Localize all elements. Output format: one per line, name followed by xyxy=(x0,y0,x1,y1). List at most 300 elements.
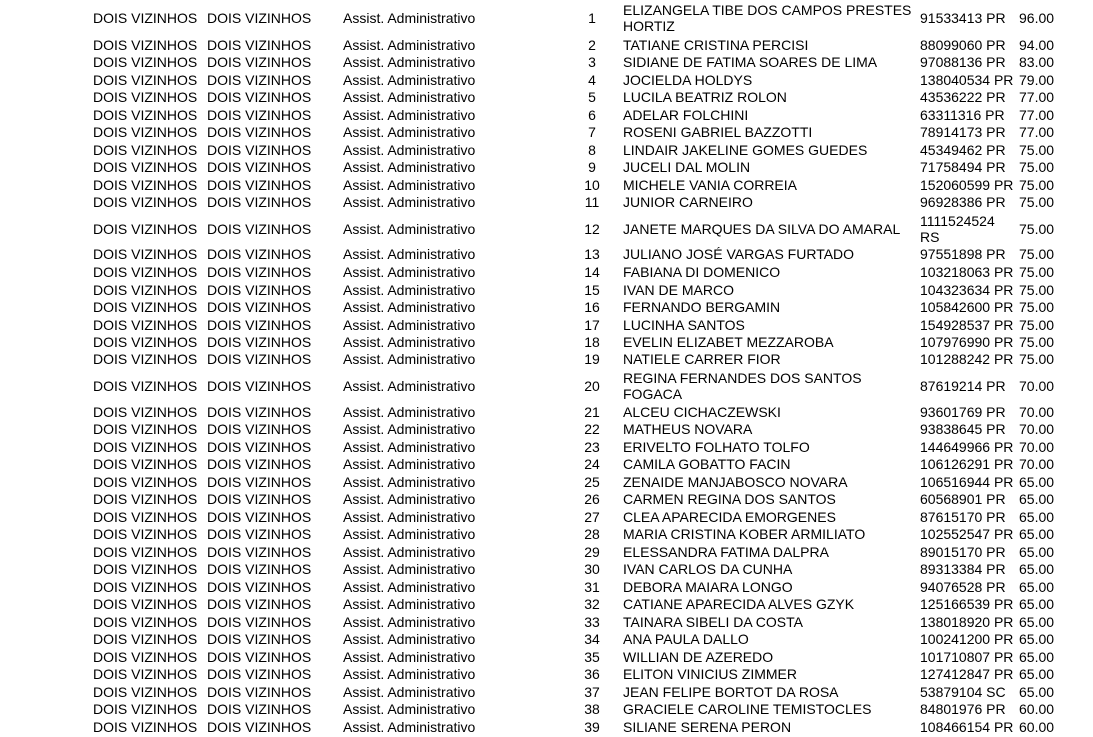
rank-cell: 25 xyxy=(584,474,600,490)
score-cell: 70.00 xyxy=(1019,456,1055,472)
candidate-name-cell: SIDIANE DE FATIMA SOARES DE LIMA xyxy=(623,54,878,70)
candidate-name-cell: ADELAR FOLCHINI xyxy=(623,107,749,123)
candidate-name-cell: ROSENI GABRIEL BAZZOTTI xyxy=(623,124,813,140)
city-cell: DOIS VIZINHOS xyxy=(93,596,198,612)
score-cell: 75.00 xyxy=(1019,351,1055,367)
document-line: RS xyxy=(920,229,940,245)
document-cell: 97551898 PR xyxy=(920,246,1006,262)
candidate-name-line: ELIZANGELA TIBE DOS CAMPOS PRESTES xyxy=(623,2,912,18)
table-row xyxy=(0,544,1093,560)
job-title-cell: Assist. Administrativo xyxy=(343,719,476,735)
rank-cell: 30 xyxy=(584,561,600,577)
city-cell: DOIS VIZINHOS xyxy=(93,666,198,682)
city-cell-secondary: DOIS VIZINHOS xyxy=(207,72,312,88)
candidate-name-cell: ERIVELTO FOLHATO TOLFO xyxy=(623,439,810,455)
candidate-name-cell: JULIANO JOSÉ VARGAS FURTADO xyxy=(623,246,855,262)
table-row xyxy=(0,54,1093,70)
rank-cell: 37 xyxy=(584,684,600,700)
rank-cell: 24 xyxy=(584,456,600,472)
city-cell-secondary: DOIS VIZINHOS xyxy=(207,544,312,560)
city-cell-secondary: DOIS VIZINHOS xyxy=(207,299,312,315)
rank-cell: 13 xyxy=(584,246,600,262)
score-cell: 70.00 xyxy=(1019,439,1055,455)
candidate-name-cell: GRACIELE CAROLINE TEMISTOCLES xyxy=(623,701,872,717)
rank-cell: 15 xyxy=(584,282,600,298)
city-cell-secondary: DOIS VIZINHOS xyxy=(207,509,312,525)
table-row xyxy=(0,649,1093,665)
table-row xyxy=(0,142,1093,158)
job-title-cell: Assist. Administrativo xyxy=(343,491,476,507)
document-cell: 78914173 PR xyxy=(920,124,1006,140)
document-cell: 154928537 PR xyxy=(920,317,1014,333)
job-title-cell: Assist. Administrativo xyxy=(343,561,476,577)
city-cell-secondary: DOIS VIZINHOS xyxy=(207,649,312,665)
table-row xyxy=(0,370,1093,402)
city-cell: DOIS VIZINHOS xyxy=(93,631,198,647)
job-title-cell: Assist. Administrativo xyxy=(343,509,476,525)
job-title-cell: Assist. Administrativo xyxy=(343,264,476,280)
rank-cell: 33 xyxy=(584,614,600,630)
rank-cell: 29 xyxy=(584,544,600,560)
rank-cell: 26 xyxy=(584,491,600,507)
rank-cell: 10 xyxy=(584,177,600,193)
candidate-name-cell: NATIELE CARRER FIOR xyxy=(623,351,781,367)
table-row xyxy=(0,526,1093,542)
document-cell: 53879104 SC xyxy=(920,684,1006,700)
city-cell-secondary: DOIS VIZINHOS xyxy=(207,596,312,612)
city-cell-secondary: DOIS VIZINHOS xyxy=(207,614,312,630)
score-cell: 79.00 xyxy=(1019,72,1055,88)
candidate-name-cell: LUCINHA SANTOS xyxy=(623,317,745,333)
city-cell-secondary: DOIS VIZINHOS xyxy=(207,177,312,193)
job-title-cell: Assist. Administrativo xyxy=(343,596,476,612)
document-cell: 88099060 PR xyxy=(920,37,1006,53)
city-cell-secondary: DOIS VIZINHOS xyxy=(207,159,312,175)
job-title-cell: Assist. Administrativo xyxy=(343,474,476,490)
document-cell: 100241200 PR xyxy=(920,631,1014,647)
score-cell: 60.00 xyxy=(1019,719,1055,735)
table-row xyxy=(0,72,1093,88)
document-line: 1111524524 xyxy=(920,213,995,229)
score-cell: 65.00 xyxy=(1019,649,1055,665)
document-cell: 101288242 PR xyxy=(920,351,1014,367)
document-cell: 84801976 PR xyxy=(920,701,1006,717)
document-cell: 96928386 PR xyxy=(920,194,1006,210)
rank-cell: 2 xyxy=(588,37,596,53)
document-cell: 144649966 PR xyxy=(920,439,1014,455)
job-title-cell: Assist. Administrativo xyxy=(343,526,476,542)
job-title-cell: Assist. Administrativo xyxy=(343,124,476,140)
rank-cell: 36 xyxy=(584,666,600,682)
job-title-cell: Assist. Administrativo xyxy=(343,159,476,175)
table-row xyxy=(0,596,1093,612)
rank-cell: 16 xyxy=(584,299,600,315)
rank-cell: 35 xyxy=(584,649,600,665)
table-row xyxy=(0,719,1093,735)
city-cell-secondary: DOIS VIZINHOS xyxy=(207,474,312,490)
city-cell-secondary: DOIS VIZINHOS xyxy=(207,37,312,53)
table-row xyxy=(0,37,1093,53)
document-cell: 91533413 PR xyxy=(920,10,1006,26)
candidate-name-cell: MATHEUS NOVARA xyxy=(623,421,753,437)
score-cell: 75.00 xyxy=(1019,282,1055,298)
job-title-cell: Assist. Administrativo xyxy=(343,142,476,158)
rank-cell: 23 xyxy=(584,439,600,455)
score-cell: 75.00 xyxy=(1019,159,1055,175)
city-cell-secondary: DOIS VIZINHOS xyxy=(207,264,312,280)
city-cell: DOIS VIZINHOS xyxy=(93,719,198,735)
candidate-name-line: REGINA FERNANDES DOS SANTOS xyxy=(623,370,862,386)
city-cell-secondary: DOIS VIZINHOS xyxy=(207,666,312,682)
city-cell: DOIS VIZINHOS xyxy=(93,177,198,193)
city-cell: DOIS VIZINHOS xyxy=(93,54,198,70)
city-cell-secondary: DOIS VIZINHOS xyxy=(207,561,312,577)
city-cell: DOIS VIZINHOS xyxy=(93,246,198,262)
rank-cell: 17 xyxy=(584,317,600,333)
city-cell: DOIS VIZINHOS xyxy=(93,282,198,298)
score-cell: 65.00 xyxy=(1019,666,1055,682)
city-cell: DOIS VIZINHOS xyxy=(93,264,198,280)
document-cell: 93838645 PR xyxy=(920,421,1006,437)
table-row xyxy=(0,159,1093,175)
job-title-cell: Assist. Administrativo xyxy=(343,177,476,193)
candidate-name-cell: DEBORA MAIARA LONGO xyxy=(623,579,793,595)
score-cell: 77.00 xyxy=(1019,107,1055,123)
table-row xyxy=(0,509,1093,525)
score-cell: 75.00 xyxy=(1019,317,1055,333)
rank-cell: 8 xyxy=(588,142,596,158)
candidate-name-cell: CLEA APARECIDA EMORGENES xyxy=(623,509,836,525)
city-cell-secondary: DOIS VIZINHOS xyxy=(207,456,312,472)
document-cell: 107976990 PR xyxy=(920,334,1014,350)
city-cell: DOIS VIZINHOS xyxy=(93,334,198,350)
score-cell: 70.00 xyxy=(1019,378,1055,394)
table-row xyxy=(0,439,1093,455)
rank-cell: 31 xyxy=(584,579,600,595)
job-title-cell: Assist. Administrativo xyxy=(343,701,476,717)
city-cell: DOIS VIZINHOS xyxy=(93,194,198,210)
city-cell: DOIS VIZINHOS xyxy=(93,509,198,525)
candidate-name-cell: IVAN DE MARCO xyxy=(623,282,734,298)
job-title-cell: Assist. Administrativo xyxy=(343,299,476,315)
score-cell: 77.00 xyxy=(1019,124,1055,140)
document-cell: 152060599 PR xyxy=(920,177,1014,193)
candidate-name-line: HORTIZ xyxy=(623,18,675,34)
table-row xyxy=(0,404,1093,420)
score-cell: 70.00 xyxy=(1019,421,1055,437)
city-cell: DOIS VIZINHOS xyxy=(93,107,198,123)
score-cell: 65.00 xyxy=(1019,491,1055,507)
score-cell: 83.00 xyxy=(1019,54,1055,70)
candidate-name-line: FOGACA xyxy=(623,386,683,402)
job-title-cell: Assist. Administrativo xyxy=(343,334,476,350)
job-title-cell: Assist. Administrativo xyxy=(343,54,476,70)
rank-cell: 11 xyxy=(584,194,600,210)
city-cell: DOIS VIZINHOS xyxy=(93,351,198,367)
city-cell-secondary: DOIS VIZINHOS xyxy=(207,107,312,123)
document-cell: 103218063 PR xyxy=(920,264,1014,280)
candidate-name-cell: MARIA CRISTINA KOBER ARMILIATO xyxy=(623,526,866,542)
score-cell: 75.00 xyxy=(1019,177,1055,193)
rank-cell: 39 xyxy=(584,719,600,735)
score-cell: 65.00 xyxy=(1019,614,1055,630)
table-row xyxy=(0,213,1093,245)
document-cell: 104323634 PR xyxy=(920,282,1014,298)
candidate-name-cell: ALCEU CICHACZEWSKI xyxy=(623,404,781,420)
city-cell: DOIS VIZINHOS xyxy=(93,474,198,490)
table-row xyxy=(0,2,1093,34)
city-cell: DOIS VIZINHOS xyxy=(93,404,198,420)
city-cell-secondary: DOIS VIZINHOS xyxy=(207,378,312,394)
job-title-cell: Assist. Administrativo xyxy=(343,10,476,26)
score-cell: 65.00 xyxy=(1019,684,1055,700)
document-cell: 127412847 PR xyxy=(920,666,1014,682)
candidate-name-cell: CAMILA GOBATTO FACIN xyxy=(623,456,791,472)
job-title-cell: Assist. Administrativo xyxy=(343,37,476,53)
city-cell: DOIS VIZINHOS xyxy=(93,421,198,437)
job-title-cell: Assist. Administrativo xyxy=(343,544,476,560)
candidate-name-cell: ELESSANDRA FATIMA DALPRA xyxy=(623,544,829,560)
job-title-cell: Assist. Administrativo xyxy=(343,72,476,88)
city-cell: DOIS VIZINHOS xyxy=(93,142,198,158)
candidate-name-cell: LUCILA BEATRIZ ROLON xyxy=(623,89,787,105)
rank-cell: 1 xyxy=(588,10,596,26)
city-cell-secondary: DOIS VIZINHOS xyxy=(207,631,312,647)
document-cell: 138040534 PR xyxy=(920,72,1014,88)
score-cell: 75.00 xyxy=(1019,246,1055,262)
table-row xyxy=(0,351,1093,367)
rank-cell: 12 xyxy=(584,221,600,237)
city-cell-secondary: DOIS VIZINHOS xyxy=(207,89,312,105)
rank-cell: 5 xyxy=(588,89,596,105)
candidate-name-cell: ZENAIDE MANJABOSCO NOVARA xyxy=(623,474,848,490)
rank-cell: 19 xyxy=(584,351,600,367)
rank-cell: 38 xyxy=(584,701,600,717)
candidate-name-cell: JOCIELDA HOLDYS xyxy=(623,72,753,88)
candidate-name-cell: SILIANE SERENA PERON xyxy=(623,719,792,735)
document-cell: 102552547 PR xyxy=(920,526,1014,542)
candidate-name-cell: IVAN CARLOS DA CUNHA xyxy=(623,561,793,577)
rank-cell: 20 xyxy=(584,378,600,394)
city-cell: DOIS VIZINHOS xyxy=(93,317,198,333)
city-cell-secondary: DOIS VIZINHOS xyxy=(207,334,312,350)
candidate-name-cell: FABIANA DI DOMENICO xyxy=(623,264,781,280)
job-title-cell: Assist. Administrativo xyxy=(343,317,476,333)
rank-cell: 18 xyxy=(584,334,600,350)
table-row xyxy=(0,317,1093,333)
document-cell: 89313384 PR xyxy=(920,561,1006,577)
candidate-name-cell: TATIANE CRISTINA PERCISI xyxy=(623,37,809,53)
job-title-cell: Assist. Administrativo xyxy=(343,378,476,394)
city-cell-secondary: DOIS VIZINHOS xyxy=(207,246,312,262)
candidate-name-cell: ELITON VINICIUS ZIMMER xyxy=(623,666,797,682)
table-row xyxy=(0,89,1093,105)
score-cell: 65.00 xyxy=(1019,544,1055,560)
city-cell-secondary: DOIS VIZINHOS xyxy=(207,579,312,595)
document-cell xyxy=(920,213,995,245)
city-cell: DOIS VIZINHOS xyxy=(93,701,198,717)
document-cell: 60568901 PR xyxy=(920,491,1006,507)
score-cell: 65.00 xyxy=(1019,474,1055,490)
rank-cell: 14 xyxy=(584,264,600,280)
document-cell: 101710807 PR xyxy=(920,649,1014,665)
table-row xyxy=(0,561,1093,577)
city-cell: DOIS VIZINHOS xyxy=(93,649,198,665)
candidate-name-cell xyxy=(623,370,918,402)
city-cell-secondary: DOIS VIZINHOS xyxy=(207,526,312,542)
document-cell: 106516944 PR xyxy=(920,474,1014,490)
score-cell: 96.00 xyxy=(1019,10,1055,26)
city-cell-secondary: DOIS VIZINHOS xyxy=(207,439,312,455)
rank-cell: 22 xyxy=(584,421,600,437)
job-title-cell: Assist. Administrativo xyxy=(343,666,476,682)
table-row xyxy=(0,177,1093,193)
document-cell: 106126291 PR xyxy=(920,456,1014,472)
job-title-cell: Assist. Administrativo xyxy=(343,456,476,472)
candidate-name-cell: FERNANDO BERGAMIN xyxy=(623,299,781,315)
table-row xyxy=(0,124,1093,140)
document-cell: 63311316 PR xyxy=(920,107,1005,123)
document-cell: 89015170 PR xyxy=(920,544,1006,560)
document-cell: 105842600 PR xyxy=(920,299,1014,315)
table-row xyxy=(0,684,1093,700)
city-cell: DOIS VIZINHOS xyxy=(93,89,198,105)
table-row xyxy=(0,334,1093,350)
table-row xyxy=(0,614,1093,630)
document-cell: 97088136 PR xyxy=(920,54,1006,70)
job-title-cell: Assist. Administrativo xyxy=(343,246,476,262)
score-cell: 94.00 xyxy=(1019,37,1055,53)
job-title-cell: Assist. Administrativo xyxy=(343,421,476,437)
city-cell-secondary: DOIS VIZINHOS xyxy=(207,54,312,70)
job-title-cell: Assist. Administrativo xyxy=(343,614,476,630)
job-title-cell: Assist. Administrativo xyxy=(343,351,476,367)
city-cell: DOIS VIZINHOS xyxy=(93,299,198,315)
table-row xyxy=(0,299,1093,315)
candidate-name-cell: JEAN FELIPE BORTOT DA ROSA xyxy=(623,684,839,700)
table-row xyxy=(0,107,1093,123)
city-cell-secondary: DOIS VIZINHOS xyxy=(207,719,312,735)
city-cell-secondary: DOIS VIZINHOS xyxy=(207,684,312,700)
score-cell: 65.00 xyxy=(1019,579,1055,595)
score-cell: 65.00 xyxy=(1019,631,1055,647)
candidate-name-cell: WILLIAN DE AZEREDO xyxy=(623,649,774,665)
city-cell-secondary: DOIS VIZINHOS xyxy=(207,282,312,298)
score-cell: 75.00 xyxy=(1019,264,1055,280)
city-cell: DOIS VIZINHOS xyxy=(93,10,198,26)
city-cell: DOIS VIZINHOS xyxy=(93,72,198,88)
document-cell: 138018920 PR xyxy=(920,614,1014,630)
job-title-cell: Assist. Administrativo xyxy=(343,107,476,123)
table-row xyxy=(0,631,1093,647)
rank-cell: 28 xyxy=(584,526,600,542)
candidate-name-cell: JUCELI DAL MOLIN xyxy=(623,159,751,175)
city-cell: DOIS VIZINHOS xyxy=(93,684,198,700)
score-cell: 65.00 xyxy=(1019,509,1055,525)
table-row xyxy=(0,666,1093,682)
job-title-cell: Assist. Administrativo xyxy=(343,404,476,420)
rank-cell: 9 xyxy=(588,159,596,175)
table-row xyxy=(0,246,1093,262)
score-cell: 70.00 xyxy=(1019,404,1055,420)
rank-cell: 7 xyxy=(588,124,596,140)
city-cell-secondary: DOIS VIZINHOS xyxy=(207,351,312,367)
document-cell: 125166539 PR xyxy=(920,596,1014,612)
city-cell: DOIS VIZINHOS xyxy=(93,561,198,577)
candidate-name-cell: CARMEN REGINA DOS SANTOS xyxy=(623,491,836,507)
candidate-name-cell: LINDAIR JAKELINE GOMES GUEDES xyxy=(623,142,868,158)
city-cell: DOIS VIZINHOS xyxy=(93,378,198,394)
candidate-name-cell: CATIANE APARECIDA ALVES GZYK xyxy=(623,596,855,612)
table-row xyxy=(0,456,1093,472)
city-cell: DOIS VIZINHOS xyxy=(93,439,198,455)
score-cell: 65.00 xyxy=(1019,526,1055,542)
city-cell: DOIS VIZINHOS xyxy=(93,124,198,140)
document-cell: 45349462 PR xyxy=(920,142,1006,158)
city-cell-secondary: DOIS VIZINHOS xyxy=(207,404,312,420)
city-cell: DOIS VIZINHOS xyxy=(93,456,198,472)
city-cell-secondary: DOIS VIZINHOS xyxy=(207,124,312,140)
job-title-cell: Assist. Administrativo xyxy=(343,649,476,665)
job-title-cell: Assist. Administrativo xyxy=(343,221,476,237)
table-row xyxy=(0,264,1093,280)
city-cell: DOIS VIZINHOS xyxy=(93,579,198,595)
city-cell: DOIS VIZINHOS xyxy=(93,37,198,53)
job-title-cell: Assist. Administrativo xyxy=(343,89,476,105)
city-cell-secondary: DOIS VIZINHOS xyxy=(207,491,312,507)
job-title-cell: Assist. Administrativo xyxy=(343,684,476,700)
candidate-name-cell xyxy=(623,2,918,34)
city-cell: DOIS VIZINHOS xyxy=(93,159,198,175)
table-row xyxy=(0,491,1093,507)
document-cell: 93601769 PR xyxy=(920,404,1006,420)
city-cell: DOIS VIZINHOS xyxy=(93,614,198,630)
rank-cell: 32 xyxy=(584,596,600,612)
document-cell: 87615170 PR xyxy=(920,509,1006,525)
candidate-name-cell: ANA PAULA DALLO xyxy=(623,631,749,647)
job-title-cell: Assist. Administrativo xyxy=(343,439,476,455)
document-cell: 43536222 PR xyxy=(920,89,1006,105)
city-cell: DOIS VIZINHOS xyxy=(93,544,198,560)
table-row xyxy=(0,194,1093,210)
city-cell-secondary: DOIS VIZINHOS xyxy=(207,701,312,717)
document-cell: 87619214 PR xyxy=(920,378,1006,394)
candidate-name-cell: MICHELE VANIA CORREIA xyxy=(623,177,798,193)
city-cell-secondary: DOIS VIZINHOS xyxy=(207,10,312,26)
document-cell: 71758494 PR xyxy=(920,159,1006,175)
city-cell-secondary: DOIS VIZINHOS xyxy=(207,317,312,333)
score-cell: 65.00 xyxy=(1019,561,1055,577)
candidate-name-cell: JUNIOR CARNEIRO xyxy=(623,194,753,210)
candidate-name-cell: EVELIN ELIZABET MEZZAROBA xyxy=(623,334,834,350)
score-cell: 75.00 xyxy=(1019,299,1055,315)
job-title-cell: Assist. Administrativo xyxy=(343,282,476,298)
table-row xyxy=(0,421,1093,437)
score-cell: 65.00 xyxy=(1019,596,1055,612)
table-row xyxy=(0,282,1093,298)
score-cell: 75.00 xyxy=(1019,221,1055,237)
rank-cell: 3 xyxy=(588,54,596,70)
score-cell: 75.00 xyxy=(1019,334,1055,350)
job-title-cell: Assist. Administrativo xyxy=(343,579,476,595)
city-cell-secondary: DOIS VIZINHOS xyxy=(207,194,312,210)
table-row xyxy=(0,474,1093,490)
table-row xyxy=(0,701,1093,717)
document-cell: 108466154 PR xyxy=(920,719,1014,735)
rank-cell: 6 xyxy=(588,107,596,123)
document-cell: 94076528 PR xyxy=(920,579,1006,595)
city-cell-secondary: DOIS VIZINHOS xyxy=(207,221,312,237)
